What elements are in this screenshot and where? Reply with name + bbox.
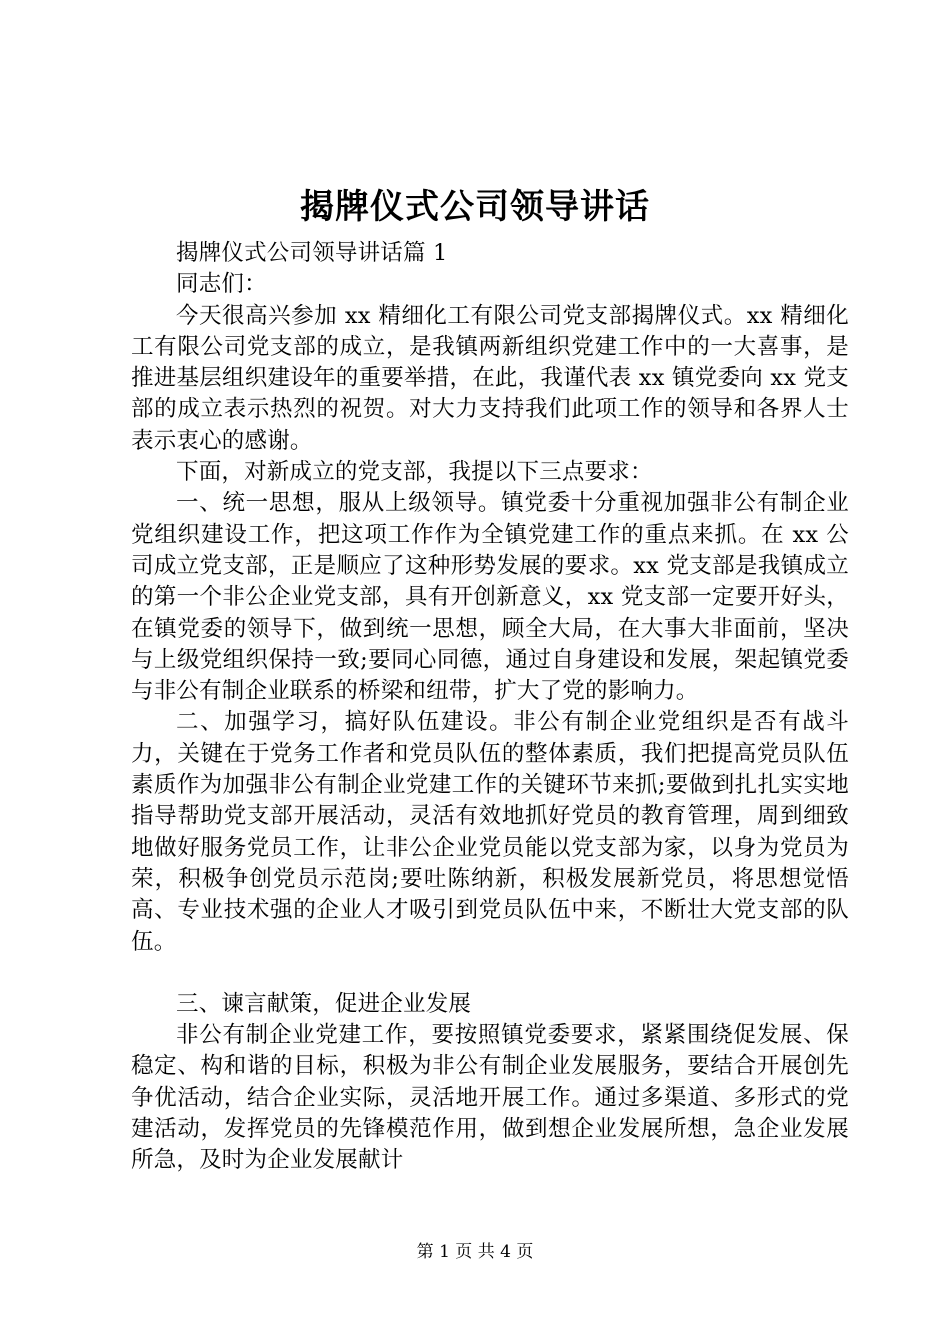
document-body: [131, 238, 849, 1177]
paragraph-point-two: 二、加强学习，搞好队伍建设。非公有制企业党组织是否有战斗力，关键在于党务工作者和党员队伍的整体素质，我们把提高党员队伍素质作为加强非公有制企业党建工作的关键环节来抓;要做到扎扎实实地指导帮助党支部开展活动，灵活有效地抓好党员的教育管理，周到细致地做好服务党员工作，让非公企业党员能以党支部为家，以身为党员为荣，积极争创党员示范岗;要吐陈纳新，积极发展新党员，将思想觉悟高、专业技术强的企业人才吸引到党员队伍中来，不断壮大党支部的队伍。: [131, 709, 849, 955]
salutation-line: 同志们：: [176, 271, 267, 298]
page-footer: 第 1 页 共 4 页: [416, 1242, 534, 1262]
paragraph-point-three-heading: 三、谏言献策，促进企业发展: [176, 990, 472, 1017]
document-title: 揭牌仪式公司领导讲话: [300, 187, 650, 227]
subtitle-line: 揭牌仪式公司领导讲话篇 1: [176, 240, 448, 266]
paragraph-point-one: 一、统一思想，服从上级领导。镇党委十分重视加强非公有制企业党组织建设工作，把这项工作作为全镇党建工作的重点来抓。在 xx 公司成立党支部，正是顺应了这种形势发展的要求。xx 党支部是我镇成立的第一个非公企业党支部，具有开创新意义，xx 党支部一定要开好头，在镇党委的领导下，做到统一思想，顾全大局，在大事大非面前，坚决与上级党组织保持一致;要同心同德，通过自身建设和发展，架起镇党委与非公有制企业联系的桥梁和纽带，扩大了党的影响力。: [131, 490, 849, 705]
paragraph-point-three-body: 非公有制企业党建工作，要按照镇党委要求，紧紧围绕促发展、保稳定、构和谐的目标，积极为非公有制企业发展服务，要结合开展创先争优活动，结合企业实际，灵活地开展工作。通过多渠道、多形式的党建活动，发挥党员的先锋模范作用，做到想企业发展所想，急企业发展所急，及时为企业发展献计: [131, 1022, 849, 1174]
paragraph-intro: 今天很高兴参加 xx 精细化工有限公司党支部揭牌仪式。xx 精细化工有限公司党支部的成立，是我镇两新组织党建工作中的一大喜事，是推进基层组织建设年的重要举措，在此，我谨代表 xx 镇党委向 xx 党支部的成立表示热烈的祝贺。对大力支持我们此项工作的领导和各界人士表示衷心的感谢。: [131, 302, 849, 454]
paragraph-requirements-lead: 下面，对新成立的党支部，我提以下三点要求：: [176, 459, 653, 486]
